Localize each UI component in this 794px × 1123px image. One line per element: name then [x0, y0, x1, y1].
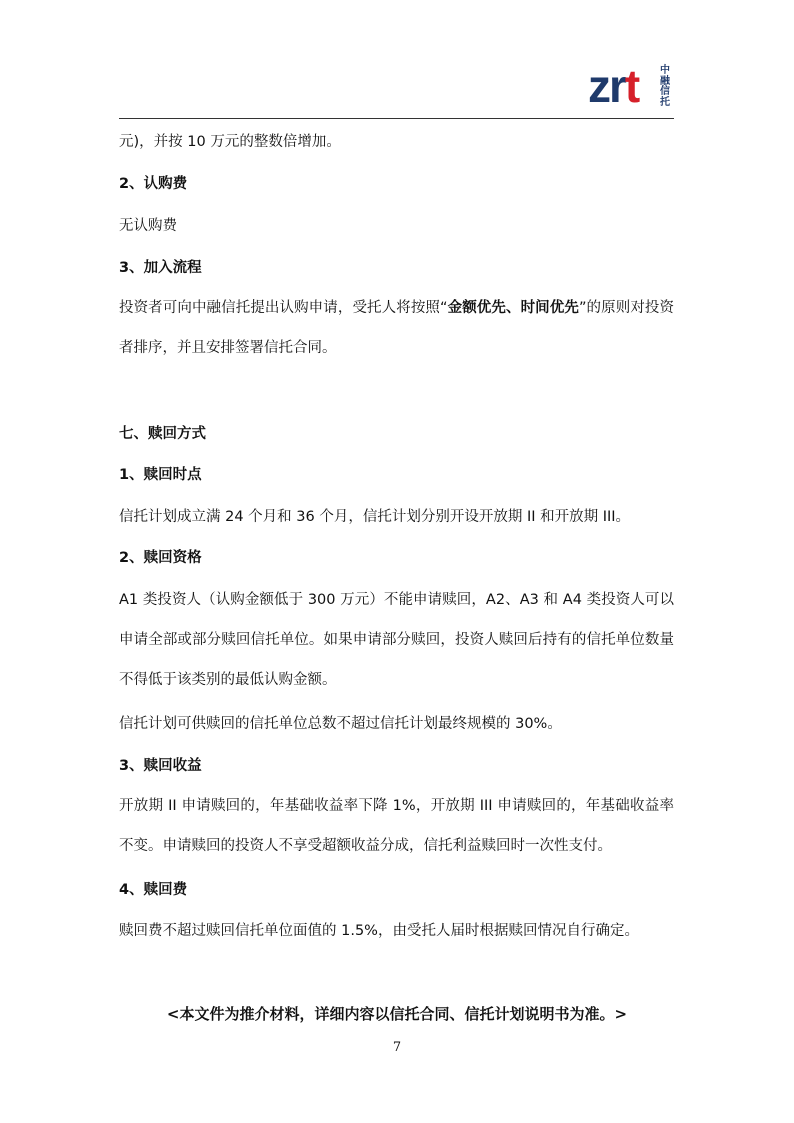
disclaimer-note: <本文件为推介材料，详细内容以信托合同、信托计划说明书为准。> [166, 1005, 628, 1023]
header-divider [119, 118, 674, 119]
paragraph-continued: 元)，并按 10 万元的整数倍增加。 [119, 134, 341, 150]
heading-section-redemption: 七、赎回方式 [119, 426, 206, 442]
paragraph-join-process [119, 288, 674, 368]
heading-subscription-fee: 2、认购费 [119, 176, 188, 192]
logo-cn-char: 融 [660, 75, 670, 87]
company-logo [588, 60, 674, 112]
paragraph-redemption-fee: 赎回费不超过赎回信托单位面值的 1.5%，由受托人届时根据赎回情况自行确定。 [119, 923, 639, 939]
heading-redemption-return: 3、赎回收益 [119, 758, 202, 774]
logo-wordmark [588, 60, 639, 112]
page-number: 7 [392, 1040, 402, 1055]
paragraph-subscription-fee: 无认购费 [119, 218, 177, 234]
paragraph-redemption-qualification: A1 类投资人（认购金额低于 300 万元）不能申请赎回，A2、A3 和 A4 类投资人可以申请全部或部分赎回信托单位。如果申请部分赎回，投资人赎回后持有的信托单位数量不得低于该类别的最低认购金额。 [119, 592, 674, 688]
process-priority-bold: 金额优先、时间优先 [447, 300, 579, 316]
heading-redemption-fee: 4、赎回费 [119, 882, 188, 898]
process-text-b: ”的原则对投资者排序，并且安排签署信托合同。 [119, 300, 675, 356]
logo-cn-char: 信 [660, 86, 670, 97]
logo-cn-char: 中 [660, 65, 670, 76]
logo-chinese-name [658, 66, 672, 108]
paragraph-redemption-time: 信托计划成立满 24 个月和 36 个月，信托计划分别开设开放期 II 和开放期 III。 [119, 509, 631, 525]
logo-text-accent: t [624, 60, 639, 112]
heading-join-process: 3、加入流程 [119, 260, 202, 276]
heading-redemption-qualification: 2、赎回资格 [119, 550, 202, 566]
paragraph-redemption-limit: 信托计划可供赎回的信托单位总数不超过信托计划最终规模的 30%。 [119, 716, 562, 732]
logo-text-main: zr [588, 60, 625, 112]
process-text-a: 投资者可向中融信托提出认购申请，受托人将按照“ [119, 300, 448, 316]
paragraph-redemption-return: 开放期 II 申请赎回的，年基础收益率下降 1%，开放期 III 申请赎回的，年基础收益率不变。申请赎回的投资人不享受超额收益分成，信托利益赎回时一次性支付。 [119, 798, 674, 854]
logo-cn-char: 托 [660, 96, 670, 108]
heading-redemption-time: 1、赎回时点 [119, 467, 202, 483]
